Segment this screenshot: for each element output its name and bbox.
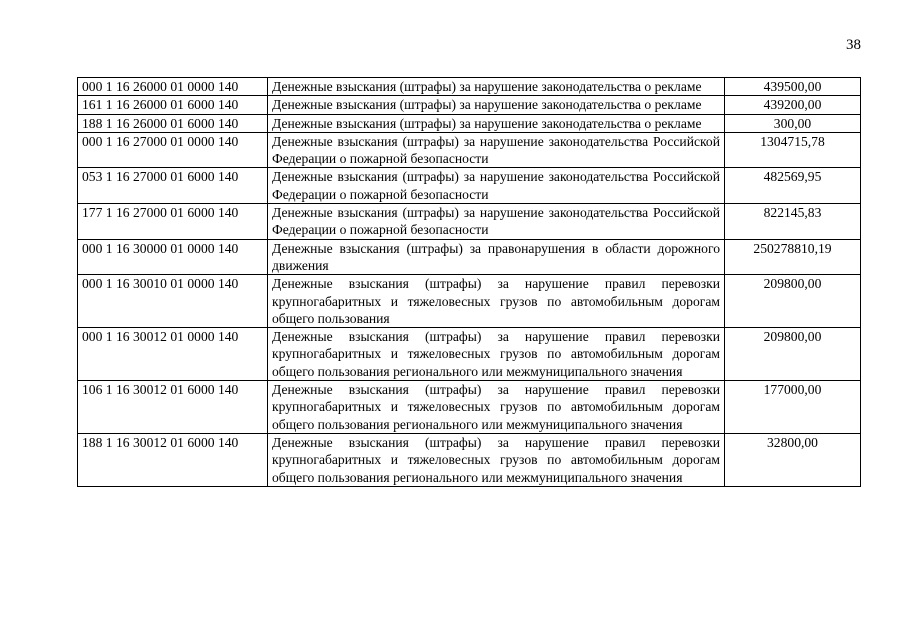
budget-code-cell: 188 1 16 30012 01 6000 140: [78, 433, 268, 486]
amount-cell: 177000,00: [725, 381, 861, 434]
amount-cell: 439200,00: [725, 96, 861, 114]
budget-code-cell: 000 1 16 30000 01 0000 140: [78, 239, 268, 275]
table-row: [78, 381, 861, 434]
description-cell: Денежные взыскания (штрафы) за нарушение законодательства Российской Федерации о пожарной безопасности: [268, 132, 725, 168]
budget-code-cell: 000 1 16 30010 01 0000 140: [78, 275, 268, 328]
budget-code-cell: 188 1 16 26000 01 6000 140: [78, 114, 268, 132]
table-row: [78, 433, 861, 486]
amount-cell: 209800,00: [725, 275, 861, 328]
description-cell: Денежные взыскания (штрафы) за нарушение законодательства о рекламе: [268, 96, 725, 114]
description-cell: Денежные взыскания (штрафы) за правонарушения в области дорожного движения: [268, 239, 725, 275]
table-row: [78, 275, 861, 328]
amount-cell: 209800,00: [725, 328, 861, 381]
table-row: [78, 168, 861, 204]
amount-cell: 482569,95: [725, 168, 861, 204]
description-cell: Денежные взыскания (штрафы) за нарушение законодательства о рекламе: [268, 78, 725, 96]
amount-cell: 822145,83: [725, 204, 861, 240]
description-cell: Денежные взыскания (штрафы) за нарушение правил перевозки крупногабаритных и тяжеловесных грузов по автомобильным дорогам общего пользования: [268, 275, 725, 328]
table-row: [78, 204, 861, 240]
table-row: [78, 78, 861, 96]
description-cell: Денежные взыскания (штрафы) за нарушение законодательства Российской Федерации о пожарной безопасности: [268, 168, 725, 204]
revenue-table: [77, 77, 861, 487]
budget-code-cell: 161 1 16 26000 01 6000 140: [78, 96, 268, 114]
description-cell: Денежные взыскания (штрафы) за нарушение правил перевозки крупногабаритных и тяжеловесных грузов по автомобильным дорогам общего пользования регионального или межмуниципального значения: [268, 381, 725, 434]
description-cell: Денежные взыскания (штрафы) за нарушение правил перевозки крупногабаритных и тяжеловесных грузов по автомобильным дорогам общего пользования регионального или межмуниципального значения: [268, 328, 725, 381]
revenue-table-body: [78, 78, 861, 487]
budget-code-cell: 106 1 16 30012 01 6000 140: [78, 381, 268, 434]
description-cell: Денежные взыскания (штрафы) за нарушение правил перевозки крупногабаритных и тяжеловесных грузов по автомобильным дорогам общего пользования регионального или межмуниципального значения: [268, 433, 725, 486]
amount-cell: 439500,00: [725, 78, 861, 96]
table-row: [78, 114, 861, 132]
description-cell: Денежные взыскания (штрафы) за нарушение законодательства Российской Федерации о пожарной безопасности: [268, 204, 725, 240]
page-number: 38: [846, 37, 861, 53]
amount-cell: 32800,00: [725, 433, 861, 486]
table-row: [78, 328, 861, 381]
budget-code-cell: 177 1 16 27000 01 6000 140: [78, 204, 268, 240]
amount-cell: 250278810,19: [725, 239, 861, 275]
budget-code-cell: 000 1 16 26000 01 0000 140: [78, 78, 268, 96]
table-row: [78, 96, 861, 114]
amount-cell: 1304715,78: [725, 132, 861, 168]
table-row: [78, 239, 861, 275]
budget-code-cell: 000 1 16 27000 01 0000 140: [78, 132, 268, 168]
table-row: [78, 132, 861, 168]
budget-code-cell: 053 1 16 27000 01 6000 140: [78, 168, 268, 204]
amount-cell: 300,00: [725, 114, 861, 132]
description-cell: Денежные взыскания (штрафы) за нарушение законодательства о рекламе: [268, 114, 725, 132]
budget-code-cell: 000 1 16 30012 01 0000 140: [78, 328, 268, 381]
